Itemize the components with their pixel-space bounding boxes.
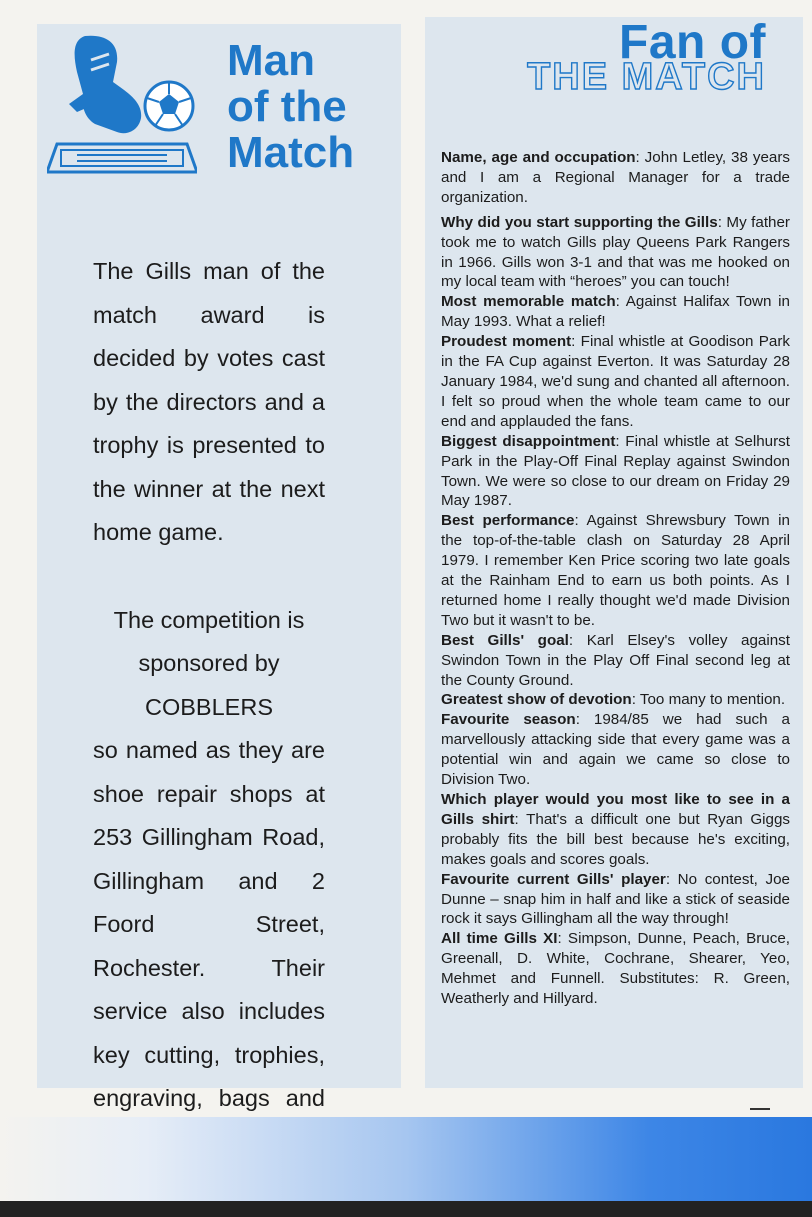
fan-of-match-body — [441, 148, 790, 1009]
fan-entry — [441, 870, 790, 930]
fan-entry-text: : John Letley, 38 years and I am a Regional Manager for a trade organization. — [441, 149, 790, 206]
sponsor-paragraph: so named as they are shoe repair shops at 253 Gillingham Road, Gillingham and 2 Foord Street, Rochester. Their service also includes key cutting, trophies, engraving, bags and — [93, 737, 325, 1111]
title-line: Man — [227, 36, 315, 85]
fan-title-top: Fan of — [619, 16, 766, 69]
fan-title-bottom: THE MATCH — [527, 56, 766, 98]
fan-entry — [441, 292, 790, 332]
fan-entry-text: : Simpson, Dunne, Peach, Bruce, Greenall, D. White, Cochrane, Shearer, Yeo, Mehmet and Funnell. Substitutes: R. Green, Weatherly and Hillyard. — [441, 930, 791, 1008]
title-line: Match — [227, 128, 355, 177]
fan-entry-label: Why did you start supporting the Gills — [441, 213, 718, 231]
fan-entry-label: Favourite current Gills' player — [441, 870, 666, 888]
fan-entry-text: : Final whistle at Goodison Park in the FA Cup against Everton. It was Saturday 28 January 1984, we'd sung and chanted all afternoon. I felt so proud when the whole team came to our end and applauded the fans. — [441, 333, 790, 430]
fan-entry-label: Proudest moment — [441, 333, 572, 351]
fan-entry — [441, 710, 790, 790]
fan-entry — [441, 511, 790, 630]
fan-entry-text: : Karl Elsey's volley against Swindon Town in the Play Off Final second leg at the County Ground. — [441, 631, 790, 689]
boot-trophy-logo-icon — [47, 32, 197, 182]
fan-entry-label: Name, age and occupation — [441, 149, 636, 166]
fan-entry — [441, 432, 790, 512]
bottom-edge — [0, 1201, 812, 1217]
fan-entry-label: Most memorable match — [441, 293, 616, 311]
fan-entry-label: Favourite season — [441, 711, 576, 729]
fan-entry-text: : Against Shrewsbury Town in the top-of-the-table clash on Saturday 28 April 1979. I remember Ken Price scoring two late goals at the Rainham End to earn us both points. As I returned home I really thought we'd made Division Two but it wasn't to be. — [441, 512, 791, 629]
fan-entry-text: : 1984/85 we had such a marvellously attacking side that every game was a potential win and again we came so close to Division Two. — [441, 711, 791, 789]
fan-entry-label: Best performance — [441, 512, 575, 530]
bottom-band — [0, 1117, 812, 1201]
fan-entry — [441, 148, 790, 208]
fan-of-match-title — [527, 16, 766, 98]
fan-entry-text: : Too many to mention. — [631, 691, 786, 709]
fan-entry-label: Biggest disappointment — [441, 432, 616, 450]
fan-entry-label: Greatest show of devotion — [441, 691, 632, 709]
fan-entry — [441, 929, 790, 1009]
title-line: of the — [227, 82, 347, 131]
fan-entry-text: : That's a difficult one but Ryan Giggs probably fits the bill best because he's exciting, makes goals and scores goals. — [441, 810, 790, 868]
sponsor-line: sponsored by — [138, 650, 280, 676]
fan-entry — [441, 631, 790, 691]
fan-entry — [441, 332, 790, 432]
fan-entry-label: Best Gills' goal — [441, 631, 569, 649]
fan-entry — [441, 690, 790, 710]
fan-entry — [441, 213, 790, 293]
fan-entry — [441, 790, 790, 870]
man-of-match-body — [93, 250, 325, 1164]
award-paragraph: The Gills man of the match award is decided by votes cast by the directors and a trophy is presented to the winner at the next home game. — [93, 258, 325, 545]
sponsor-line: The competition is — [113, 606, 305, 633]
fan-entry-label: All time Gills XI — [441, 930, 558, 948]
fan-entry-text: : My father took me to watch Gills play Queens Park Rangers in 1966. Gills won 3-1 and that was me hooked on my local team with “heroes” you can touch! — [441, 213, 790, 291]
man-of-match-title — [227, 38, 397, 176]
fan-entry-text: : No contest, Joe Dunne – snap him in half and like a stick of seaside rock it says Gillingham all the way through! — [441, 870, 790, 928]
fan-entry-text: : Final whistle at Selhurst Park in the Play-Off Final Replay against Swindon Town. We were so close to our dream on Friday 29 May 1987. — [441, 432, 790, 510]
fan-entry-text: : Against Halifax Town in May 1993. What a relief! — [441, 293, 791, 331]
divider — [750, 1108, 770, 1110]
sponsor-name: COBBLERS — [145, 693, 273, 720]
fan-entry-label: Which player would you most like to see in a Gills shirt — [441, 791, 790, 828]
